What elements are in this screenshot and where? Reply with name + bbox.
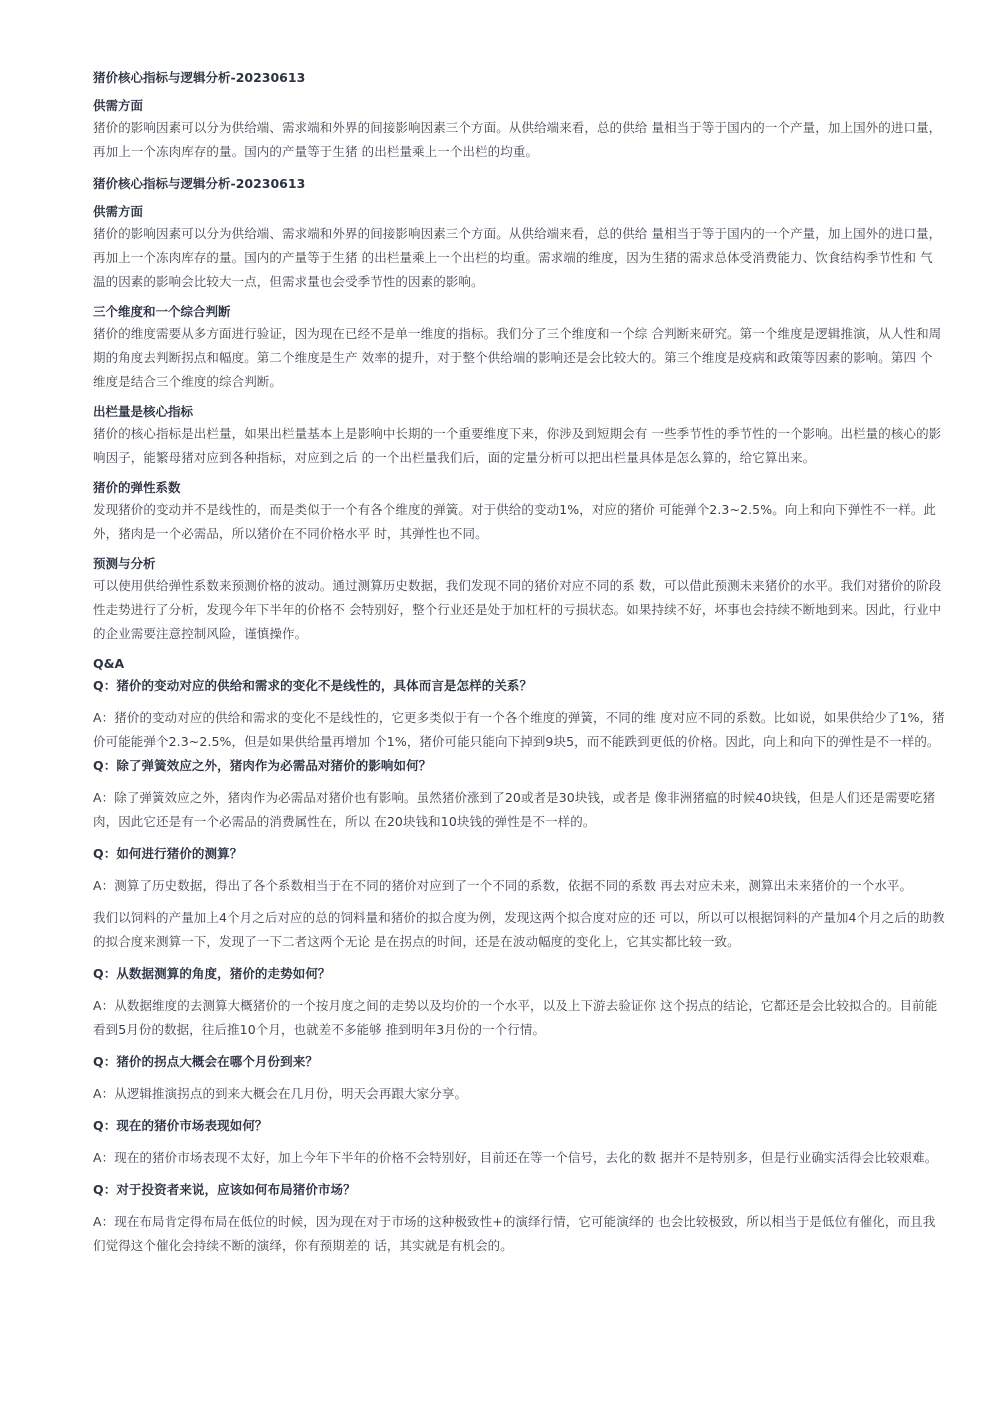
document-title: 猪价核心指标与逻辑分析-20230613 <box>93 176 306 191</box>
answer <box>93 706 945 778</box>
question: Q：如何进行猪价的测算？ <box>93 846 243 861</box>
section-heading: 出栏量是核心指标 <box>93 404 194 419</box>
document-page <box>93 68 945 1258</box>
answer: 我们以饲料的产量加上4个月之后对应的总的饲料量和猪价的拟合度为例，发现这两个拟合度对应的还 可以，所以可以根据饲料的产量加4个月之后的助教的拟合度来测算一下，发现了一下二者这两个无论 是在拐点的时间，还是在波动幅度的变化上，它其实都比较一致。 <box>93 910 945 949</box>
section-heading: 三个维度和一个综合判断 <box>93 304 231 319</box>
section-heading: 供需方面 <box>93 204 144 219</box>
answer: A：测算了历史数据，得出了各个系数相当于在不同的猪价对应到了一个不同的系数，依据不同的系数 再去对应未来，测算出未来猪价的一个水平。 <box>93 878 913 893</box>
document-title: 猪价核心指标与逻辑分析-20230613 <box>93 70 306 85</box>
question: Q：现在的猪价市场表现如何？ <box>93 1118 268 1133</box>
paragraph: 可以使用供给弹性系数来预测价格的波动。通过测算历史数据，我们发现不同的猪价对应不同的系 数，可以借此预测未来猪价的水平。我们对猪价的阶段性走势进行了分析，发现今年下半年的价格不 会特别好，整个行业还是处于加杠杆的亏损状态。如果持续不好，坏事也会持续不断地到来。因此，行业中的企业需要注意控制风险，谨慎操作。 <box>93 578 942 641</box>
answer: A：从数据维度的去测算大概猪价的一个按月度之间的走势以及均价的一个水平，以及上下游去验证你 这个拐点的结论，它都还是会比较拟合的。目前能看到5月份的数据，往后推10个月，也就差不多能够 推到明年3月份的一个行情。 <box>93 998 938 1037</box>
answer: A：现在的猪价市场表现不太好，加上今年下半年的价格不会特别好，目前还在等一个信号，去化的数 据并不是特别多，但是行业确实活得会比较艰难。 <box>93 1150 938 1165</box>
paragraph: 猪价的核心指标是出栏量，如果出栏量基本上是影响中长期的一个重要维度下来，你涉及到短期会有 一些季节性的季节性的一个影响。出栏量的核心的影响因子，能繁母猪对应到各种指标，对应到之后 的一个出栏量我们后，面的定量分析可以把出栏量具体是怎么算的，给它算出来。 <box>93 426 942 465</box>
section-heading: 猪价的弹性系数 <box>93 480 181 495</box>
question: Q：对于投资者来说，应该如何布局猪价市场？ <box>93 1182 356 1197</box>
question-inline: Q：除了弹簧效应之外，猪肉作为必需品对猪价的影响如何？ <box>93 758 432 773</box>
section-heading: 供需方面 <box>93 98 144 113</box>
paragraph: 猪价的影响因素可以分为供给端、需求端和外界的间接影响因素三个方面。从供给端来看，总的供给 量相当于等于国内的一个产量，加上国外的进口量，再加上一个冻肉库存的量。国内的产量等于生猪 的出栏量乘上一个出栏的均重。需求端的维度，因为生猪的需求总体受消费能力、饮食结构季节性和 气温的因素的影响会比较大一点，但需求量也会受季节性的因素的影响。 <box>93 226 942 289</box>
answer: A：除了弹簧效应之外，猪肉作为必需品对猪价也有影响。虽然猪价涨到了20或者是30块钱，或者是 像非洲猪瘟的时候40块钱，但是人们还是需要吃猪肉，因此它还是有一个必需品的消费属性在，所以 在20块钱和10块钱的弹性是不一样的。 <box>93 790 936 829</box>
answer: A：现在布局肯定得布局在低位的时候，因为现在对于市场的这种极致性+的演绎行情，它可能演绎的 也会比较极致，所以相当于是低位有催化，而且我们觉得这个催化会持续不断的演绎，你有预期差的 话，其实就是有机会的。 <box>93 1214 936 1253</box>
question: Q：从数据测算的角度，猪价的走势如何？ <box>93 966 331 981</box>
paragraph: 猪价的维度需要从多方面进行验证，因为现在已经不是单一维度的指标。我们分了三个维度和一个综 合判断来研究。第一个维度是逻辑推演，从人性和周期的角度去判断拐点和幅度。第二个维度是生产 效率的提升，对于整个供给端的影响还是会比较大的。第三个维度是疫病和政策等因素的影响。第四 个维度是结合三个维度的综合判断。 <box>93 326 942 389</box>
question: Q：猪价的变动对应的供给和需求的变化不是线性的，具体而言是怎样的关系？ <box>93 678 533 693</box>
paragraph: 发现猪价的变动并不是线性的，而是类似于一个有各个维度的弹簧。对于供给的变动1%，对应的猪价 可能弹个2.3~2.5%。向上和向下弹性不一样。此外，猪肉是一个必需品，所以猪价在不同价格水平 时，其弹性也不同。 <box>93 502 937 541</box>
paragraph: 猪价的影响因素可以分为供给端、需求端和外界的间接影响因素三个方面。从供给端来看，总的供给 量相当于等于国内的一个产量，加上国外的进口量，再加上一个冻肉库存的量。国内的产量等于生猪 的出栏量乘上一个出栏的均重。 <box>93 120 942 159</box>
section-heading: 预测与分析 <box>93 556 156 571</box>
qa-heading: Q&A <box>93 656 125 671</box>
answer-text: A：猪价的变动对应的供给和需求的变化不是线性的，它更多类似于有一个各个维度的弹簧，不同的维 度对应不同的系数。比如说，如果供给少了1%，猪价可能能弹个2.3~2.5%，但是如果供给量再增加 个1%，猪价可能只能向下掉到9块5，而不能跌到更低的价格。因此，向上和向下的弹性是不一样的。 <box>93 710 945 749</box>
answer: A：从逻辑推演拐点的到来大概会在几月份，明天会再跟大家分享。 <box>93 1086 468 1101</box>
question: Q：猪价的拐点大概会在哪个月份到来？ <box>93 1054 318 1069</box>
